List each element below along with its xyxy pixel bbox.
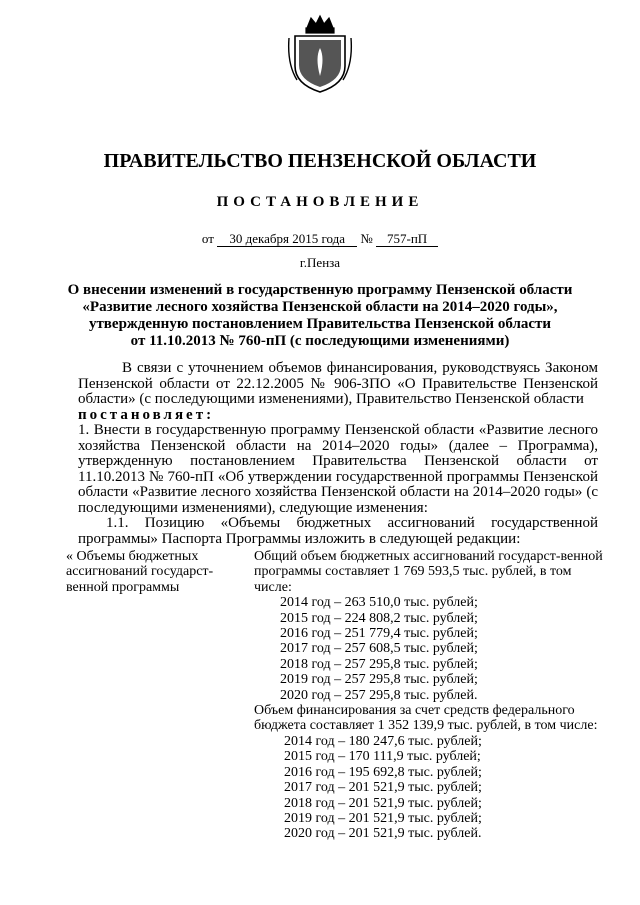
year-row: 2018 год – 201 521,9 тыс. рублей; (284, 795, 482, 811)
table-right-cell (254, 549, 604, 842)
federal-intro: Объем финансирования за счет средств федерального бюджета составляет 1 352 139,9 тыс. рублей, в том числе: (254, 703, 598, 734)
document-type: ПОСТАНОВЛЕНИЕ (216, 194, 424, 210)
coat-of-arms-emblem (287, 14, 353, 96)
year-row: 2014 год – 180 247,6 тыс. рублей; (284, 733, 482, 749)
resolves: постановляет: (78, 406, 215, 423)
title-line: от 11.10.2013 № 760-пП (с последующими изменениями) (130, 333, 510, 349)
year-row: 2018 год – 257 295,8 тыс. рублей; (280, 656, 478, 672)
table-left-cell: « Объемы бюджетных ассигнований государст-венной программы (66, 549, 214, 595)
year-row: 2017 год – 257 608,5 тыс. рублей; (280, 641, 478, 657)
document-date: 30 декабря 2015 года (217, 232, 357, 247)
title-line: утвержденную постановлением Правительства Пензенской области (88, 316, 552, 332)
total-intro: Общий объем бюджетных ассигнований государст-венной программы составляет 1 769 593,5 тыс. рублей, в том числе: (254, 549, 603, 595)
document-title (60, 282, 580, 350)
document-number: 757-пП (376, 232, 438, 247)
preamble-block (78, 361, 598, 423)
title-line: О внесении изменений в государственную программу Пензенской области (67, 282, 573, 298)
item-1-1: 1.1. Позицию «Объемы бюджетных ассигнований государственной программы» Паспорта Программы изложить в следующей редакции: (78, 515, 598, 547)
number-prefix: № (360, 231, 373, 246)
preamble: В связи с уточнением объемов финансирования, руководствуясь Законом Пензенской области от 22.12.2005 № 906-ЗПО «О Правительстве Пензенской области» (с последующими изменениями), Правительство Пензенской области (78, 360, 598, 408)
title-line: «Развитие лесного хозяйства Пензенской области на 2014–2020 годы», (82, 299, 558, 315)
year-row: 2015 год – 170 111,9 тыс. рублей; (284, 749, 481, 765)
year-row: 2016 год – 195 692,8 тыс. рублей; (284, 764, 482, 780)
year-row: 2020 год – 201 521,9 тыс. рублей. (284, 826, 482, 842)
year-row: 2017 год – 201 521,9 тыс. рублей; (284, 780, 482, 796)
year-row: 2020 год – 257 295,8 тыс. рублей. (280, 687, 478, 703)
organization-name: ПРАВИТЕЛЬСТВО ПЕНЗЕНСКОЙ ОБЛАСТИ (103, 150, 537, 172)
date-line (0, 231, 640, 247)
item-1: 1. Внести в государственную программу Пензенской области «Развитие лесного хозяйства Пензенской области на 2014–2020 годы» (далее – Программа), утвержденную постановлением Правительства Пензенской области от 11.10.2013 № 760-пП «Об утверждении государственной программы Пензенской области «Развитие лесного хозяйства Пензенской области на 2014–2020 годы» (с последующими изменениями), следующие изменения: (78, 422, 598, 516)
year-row: 2016 год – 251 779,4 тыс. рублей; (280, 626, 478, 642)
date-prefix: от (201, 231, 214, 246)
year-row: 2014 год – 263 510,0 тыс. рублей; (280, 595, 478, 611)
year-row: 2019 год – 257 295,8 тыс. рублей; (280, 672, 478, 688)
year-row: 2019 год – 201 521,9 тыс. рублей; (284, 810, 482, 826)
city: г.Пенза (299, 255, 341, 270)
year-row: 2015 год – 224 808,2 тыс. рублей; (280, 610, 478, 626)
